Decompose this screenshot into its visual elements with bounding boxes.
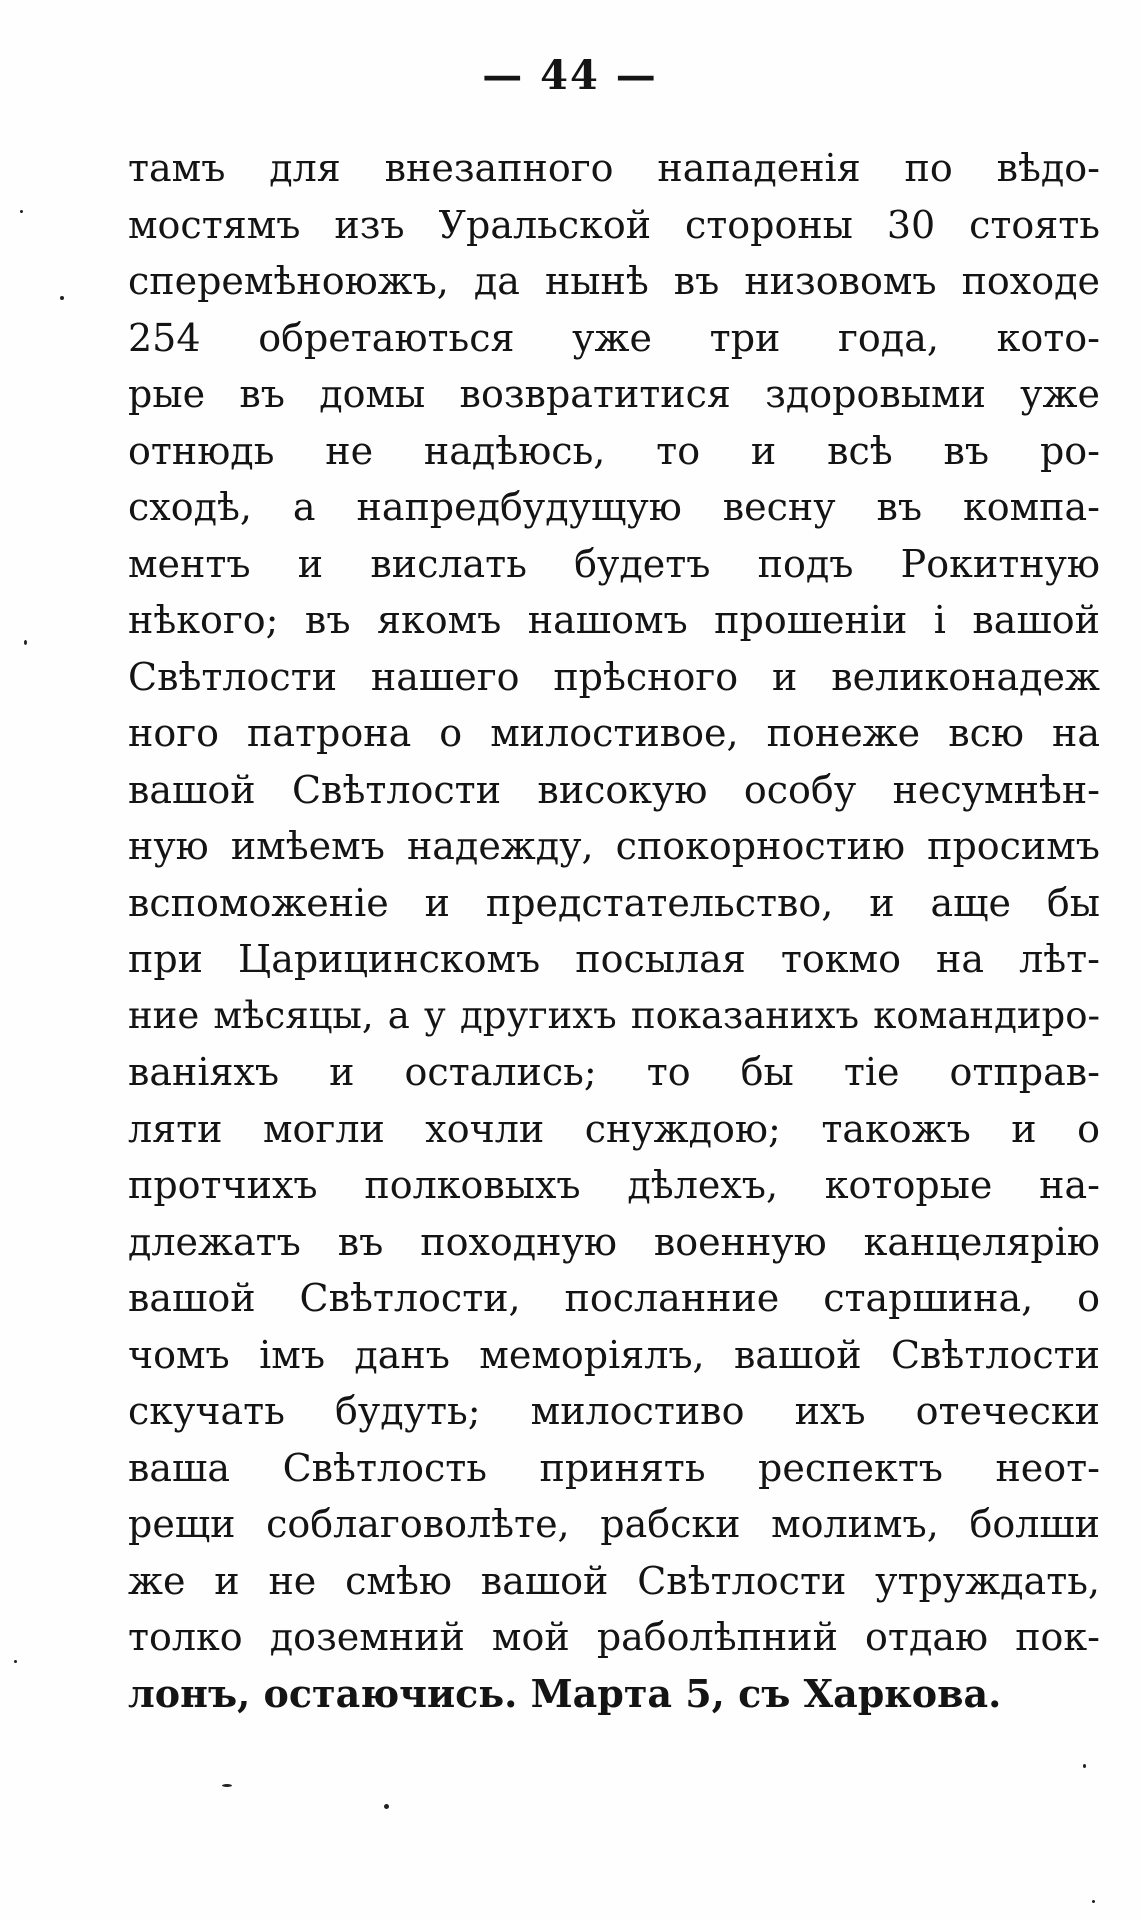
body-text [128, 140, 1100, 1722]
text-line: вашой Свѣтлости високую особу несумнѣн- [128, 767, 1100, 812]
text-line: сперемѣноюжъ, да нынѣ въ низовомъ походе [128, 259, 1100, 303]
text-line: отнюдь не надѣюсь, то и всѣ въ ро- [128, 428, 1100, 473]
scan-speck [222, 1784, 232, 1787]
scan-speck [20, 210, 23, 213]
text-line: ного патрона о милостивое, понеже всю на [128, 711, 1100, 755]
text-line: ние мѣсяцы, а у другихъ показанихъ командиро- [128, 993, 1100, 1037]
text-line: 254 обретаються уже три года, кото- [128, 315, 1100, 360]
text-line: вашой Свѣтлости, посланние старшина, о [128, 1276, 1100, 1320]
text-line: тамъ для внезапного нападенія по вѣдо- [128, 146, 1100, 190]
text-line: вспоможеніе и предстательство, и аще бы [128, 880, 1100, 925]
scan-speck [60, 296, 64, 300]
text-line: ную имѣемъ надежду, спокорностию просимъ [128, 824, 1100, 868]
text-line: сходѣ, а напредбудущую весну въ компа- [128, 485, 1100, 529]
text-line: длежатъ въ походную военную канцелярію [128, 1219, 1100, 1264]
text-line: рещи соблаговолѣте, рабски молимъ, болши [128, 1502, 1100, 1546]
text-line: при Царицинскомъ посылая токмо на лѣт- [128, 937, 1100, 981]
text-line: мостямъ изъ Уральской стороны 30 стоять [128, 202, 1100, 247]
scan-speck [384, 1804, 389, 1809]
page-number: — 44 — [482, 52, 658, 99]
text-line: рые въ домы возвратитися здоровыми уже [128, 372, 1100, 416]
text-line: скучать будуть; милостиво ихъ отечески [128, 1389, 1100, 1433]
text-line: ментъ и вислать будетъ подъ Рокитную [128, 541, 1100, 586]
text-line: чомъ імъ данъ меморіялъ, вашой Свѣтлости [128, 1332, 1100, 1377]
text-line: толко доземний мой раболѣпний отдаю пок- [128, 1615, 1100, 1659]
text-line: лонъ, остаючись. Марта 5, съ Харкова. [128, 1670, 1002, 1716]
text-line: же и не смѣю вашой Свѣтлости утруждать, [128, 1558, 1100, 1603]
text-line: Свѣтлости нашего прѣсного и великонадеж [128, 654, 1100, 699]
scan-speck [24, 640, 27, 645]
scan-speck [14, 1660, 17, 1663]
scan-speck [1083, 1764, 1086, 1768]
text-line: ляти могли хочли снуждою; такожъ и о [128, 1106, 1100, 1151]
scan-speck [1092, 1900, 1095, 1903]
text-line: нѣкого; въ якомъ нашомъ прошеніи і вашой [128, 598, 1100, 642]
text-line: ваша Свѣтлость принять респектъ неот- [128, 1445, 1100, 1490]
text-line: протчихъ полковыхъ дѣлехъ, которые на- [128, 1163, 1100, 1207]
text-line: ваніяхъ и остались; то бы тіе отправ- [128, 1050, 1100, 1094]
